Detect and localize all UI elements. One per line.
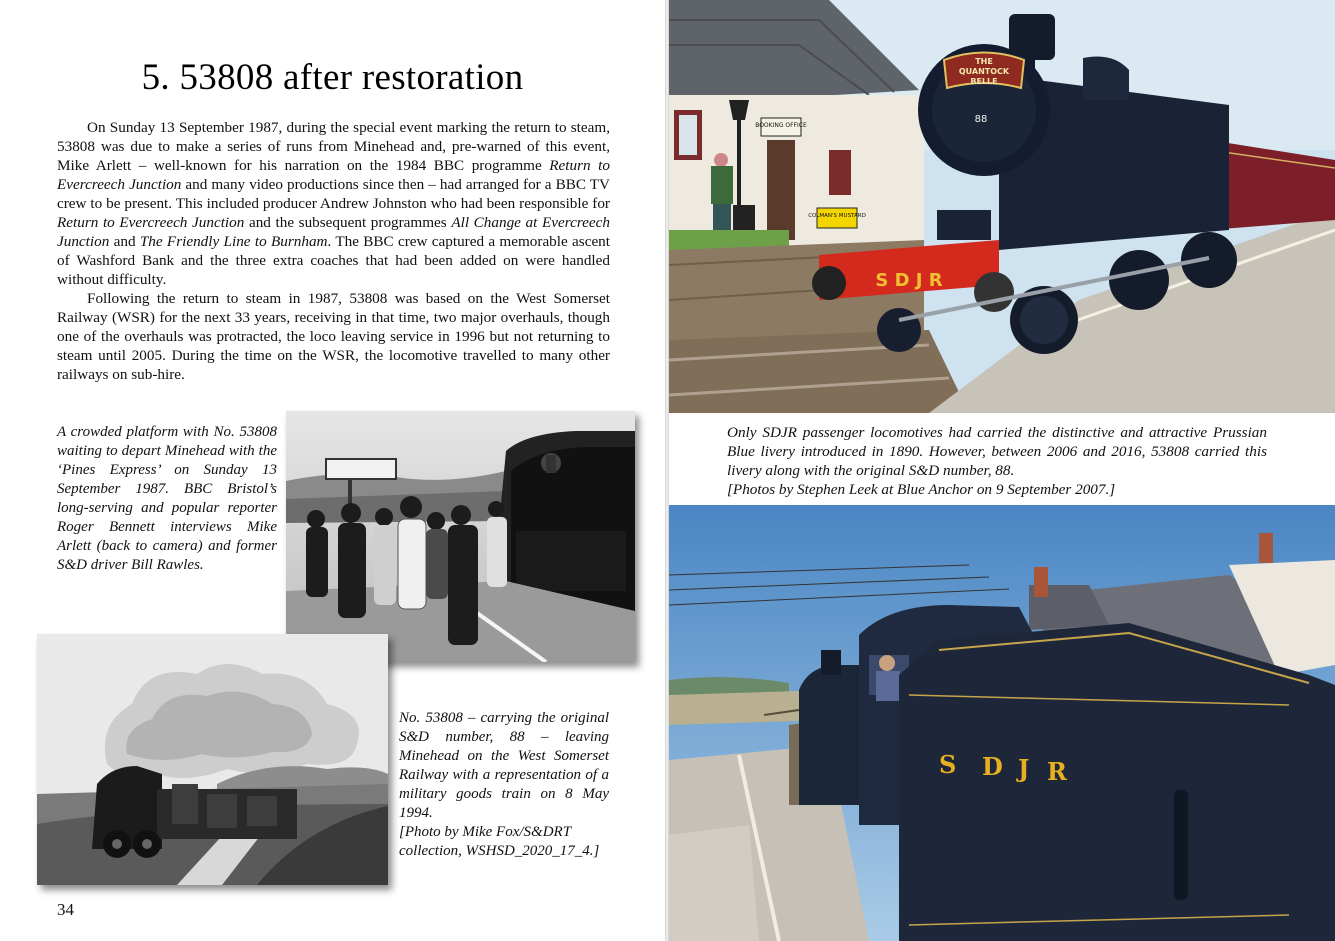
caption-leaving-minehead-credit: [Photo by Mike Fox/S&DRT collection, WSHSD_2020_17_4.] [399, 824, 600, 859]
programme-title: The Friendly Line to Burnham [139, 233, 328, 250]
body-text-run: On Sunday 13 September 1987, during the special event marking the return to steam, 53808 was due to make a series of runs from Minehead and, pre-warned of this event, Mike Arlett – well-known for his narration on the 1984 BBC programme [57, 119, 610, 174]
photo-quantock-belle [669, 0, 1335, 413]
programme-title: All Change at Evercreech Junction [57, 214, 610, 250]
photo-sdjr-tender [669, 505, 1335, 941]
left-page [0, 0, 665, 941]
right-page [669, 0, 1335, 941]
tender-letter: D [982, 752, 1003, 781]
body-text-run: and many video productions since then – had arranged for a BBC TV crew to be present. This included producer Andrew Johnston who had been responsible for [57, 176, 610, 212]
body-text-run: and the subsequent programmes [244, 214, 452, 231]
photo-leaving-minehead [37, 634, 388, 885]
tender-letter: S [939, 750, 957, 779]
programme-title: Return to Evercreech Junction [57, 214, 245, 231]
body-text-run: and [109, 233, 140, 250]
body-text-run: . The BBC crew captured a memorable ascent of Washford Bank and the three extra coaches that had been added on were handled without difficulty. [57, 233, 610, 288]
caption-crowded-platform: A crowded platform with No. 53808 waiting to depart Minehead with the ‘Pines Express’ on Sunday 13 September 1987. BBC Bristol’s long-serving and popular reporter Roger Bennett interviews Mike Arlett (back to camera) and former S&D driver Bill Rawles. [57, 424, 277, 573]
programme-title: Return to Evercreech Junction [57, 157, 610, 193]
headboard-line2: QUANTOCK [958, 67, 1010, 76]
body-text [57, 118, 610, 384]
paragraph-1 [57, 118, 610, 289]
sign-colmans: COLMAN'S MUSTARD [808, 213, 866, 219]
photo-crowded-platform [286, 411, 635, 662]
sign-booking-office: BOOKING OFFICE [755, 122, 807, 129]
buffer-lettering: S D J R [875, 270, 943, 291]
caption-sdjr-credit: [Photos by Stephen Leek at Blue Anchor on 9 September 2007.] [727, 481, 1116, 498]
headboard-line1: THE [975, 57, 993, 66]
chapter-title: 5. 53808 after restoration [141, 57, 524, 98]
tender-letter: J [1018, 754, 1030, 783]
caption-sdjr-livery: Only SDJR passenger locomotives had carried the distinctive and attractive Prussian Blue livery introduced in 1890. However, between 2006 and 2016, 53808 carried this livery along with the original S&D number, 88. [727, 424, 1267, 479]
paragraph-2: Following the return to steam in 1987, 53808 was based on the West Somerset Railway (WSR) for the next 33 years, receiving in that time, two major overhauls, though one of the overhauls was protracted, the loco leaving service in 1996 but not returning to steam until 2005. During the time on the WSR, the locomotive travelled to many other railways on sub-hire. [57, 290, 610, 383]
caption-leaving-minehead: No. 53808 – carrying the original S&D number, 88 – leaving Minehead on the West Somerset Railway with a representation of a military goods train on 8 May 1994. [399, 710, 609, 821]
smokebox-number: 88 [974, 114, 988, 125]
page-number: 34 [57, 900, 74, 919]
headboard-line3: BELLE [970, 77, 998, 86]
tender-letter: R [1047, 757, 1067, 786]
